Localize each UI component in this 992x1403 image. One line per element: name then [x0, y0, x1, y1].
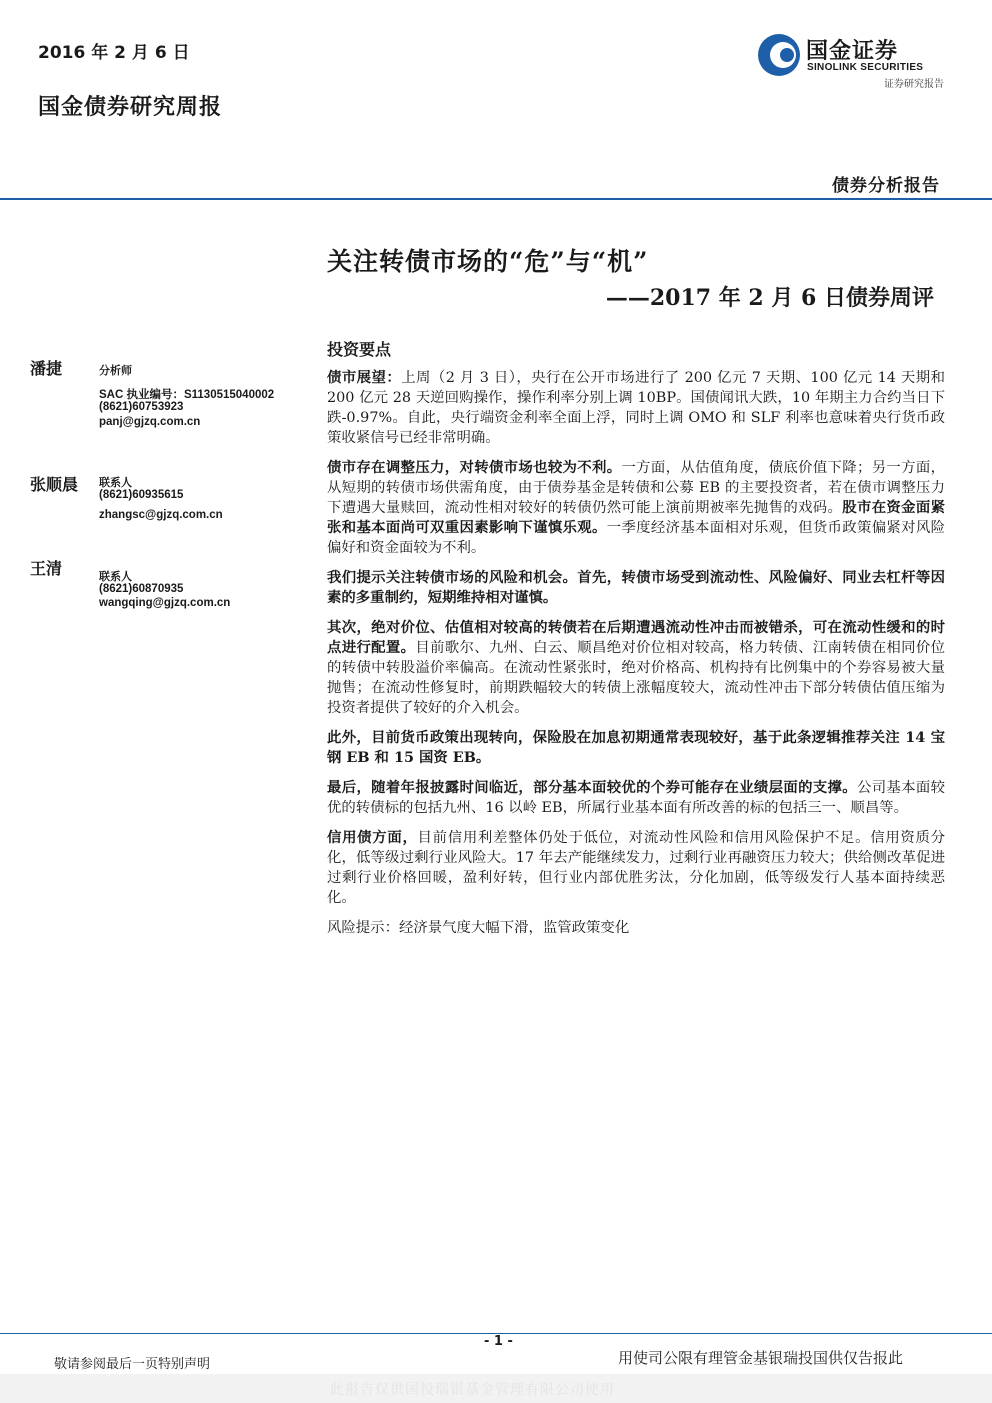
paragraph-text: 公司基本面较优的转债标的包括九州、16 以岭 EB，所属行业基本面有所改善的标的包括三一、顺昌等。 — [327, 780, 945, 816]
paragraph-additionally — [327, 728, 945, 768]
header-divider — [0, 198, 992, 200]
report-series-title: 国金债券研究周报 — [38, 94, 223, 120]
paragraph-bond-outlook — [327, 368, 945, 448]
author-name: 张顺晨 — [30, 475, 79, 494]
author-role: 分析师 — [99, 364, 132, 377]
bold-lead: 此外，目前货币政策出现转向，保险股在加息初期通常表现较好，基于此条逻辑推荐关注 14 宝钢 EB 和 15 国资 EB。 — [327, 729, 945, 766]
logo-english-name: SINOLINK SECURITIES — [807, 62, 924, 73]
author-email[interactable]: wangqing@gjzq.com.cn — [99, 597, 231, 609]
report-subtitle: ——2017 年 2 月 6 日债券周评 — [605, 285, 934, 311]
paragraph-text: 一季度经济基本面相对乐观，但货币政策偏紧对风险偏好和资金面较为不利。 — [327, 520, 945, 556]
bold-lead: 其次，绝对价位、估值相对较高的转债若在后期遭遇流动性冲击而被错杀，可在流动性缓和的时点进行配置。 — [327, 619, 945, 656]
investment-highlights — [327, 340, 945, 948]
bold-lead: 债市展望： — [327, 369, 402, 386]
usage-notice: 用使司公限有理管金基银瑞投国供仅告报此 — [618, 1349, 904, 1367]
author-phone: (8621)60935615 — [99, 489, 184, 501]
report-date: 2016 年 2 月 6 日 — [38, 43, 190, 63]
report-title: 关注转债市场的“危”与“机” — [327, 247, 649, 276]
paragraph-text: 目前歌尔、九州、白云、顺昌绝对价位相对较高，格力转债、江南转债在相同价位的转债中转股溢价率偏高。在流动性紧张时，绝对价格高、机构持有比例集中的个券容易被大量抛售；在流动性修复时，前期跌幅较大的转债上涨幅度较大，流动性冲击下部分转债估值压缩为投资者提供了较好的介入机会。 — [327, 640, 945, 716]
paragraph-finally — [327, 778, 945, 818]
author-phone: (8621)60753923 — [99, 401, 184, 413]
page-number: - 1 - — [484, 1334, 513, 1349]
author-role: 联系人 — [99, 570, 132, 583]
bold-lead: 最后，随着年报披露时间临近，部分基本面较优的个券可能存在业绩层面的支撑。 — [327, 779, 857, 796]
author-email[interactable]: panj@gjzq.com.cn — [99, 416, 201, 428]
author-phone: (8621)60870935 — [99, 583, 184, 595]
author-email[interactable]: zhangsc@gjzq.com.cn — [99, 509, 223, 521]
paragraph-text: 上周（2 月 3 日），央行在公开市场进行了 200 亿元 7 天期、100 亿元 14 天期和 200 亿元 28 天逆回购操作，操作利率分别上调 10BP。国债闻讯大跌，10 年期主力合约当日下跌-0.97%。自此，央行端资金利率全面上浮，同时上调 OMO 和 SLF 利率也意味着央行货币政策收紧信号已经非常明确。 — [327, 370, 945, 446]
bold-lead: 信用债方面， — [327, 829, 418, 846]
bold-emphasis: 股市在资金面紧张和基本面尚可双重因素影响下谨慎乐观。 — [327, 499, 945, 536]
paragraph-text: 目前信用利差整体仍处于低位，对流动性风险和信用风险保护不足。信用资质分化，低等级过剩行业风险大。17 年去产能继续发力，过剩行业再融资压力较大；供给侧改革促进过剩行业价格回暖，盈利好转，但行业内部优胜劣汰，分化加剧，低等级发行人基本面持续恶化。 — [327, 830, 945, 906]
sinolink-logo-icon — [756, 32, 802, 78]
logo-chinese-name: 国金证券 — [806, 39, 899, 64]
section-heading: 投资要点 — [327, 340, 392, 359]
bold-lead: 债市存在调整压力，对转债市场也较为不利。 — [327, 459, 622, 476]
report-type-label: 债券分析报告 — [832, 176, 940, 196]
author-role: 联系人 — [99, 476, 132, 489]
paragraph-credit-bonds — [327, 828, 945, 908]
author-name: 王清 — [30, 559, 63, 578]
risk-warning: 风险提示：经济景气度大幅下滑，监管政策变化 — [327, 920, 630, 936]
paragraph-secondly — [327, 618, 945, 718]
author-sac-number: SAC 执业编号：S1130515040002 — [99, 389, 275, 401]
watermark-text: 此报告仅供国投瑞银基金管理有限公司使用 — [330, 1382, 615, 1398]
disclaimer-note: 敬请参阅最后一页特别声明 — [54, 1357, 211, 1372]
author-name: 潘捷 — [30, 359, 63, 378]
logo-subtitle: 证券研究报告 — [884, 79, 944, 90]
paragraph-risk-opportunity — [327, 568, 945, 608]
paragraph-adjustment-pressure — [327, 458, 945, 558]
bold-lead: 我们提示关注转债市场的风险和机会。首先，转债市场受到流动性、风险偏好、同业去杠杆等因素的多重制约，短期维持相对谨慎。 — [327, 569, 945, 606]
paragraph-text: 一方面，从估值角度，债底价值下降；另一方面，从短期的转债市场供需角度，由于债券基金是转债和公募 EB 的主要投资者，若在债市调整压力下遭遇大量赎回，流动性相对较好的转债仍然可能上演前期被率先抛售的戏码。 — [327, 460, 945, 516]
